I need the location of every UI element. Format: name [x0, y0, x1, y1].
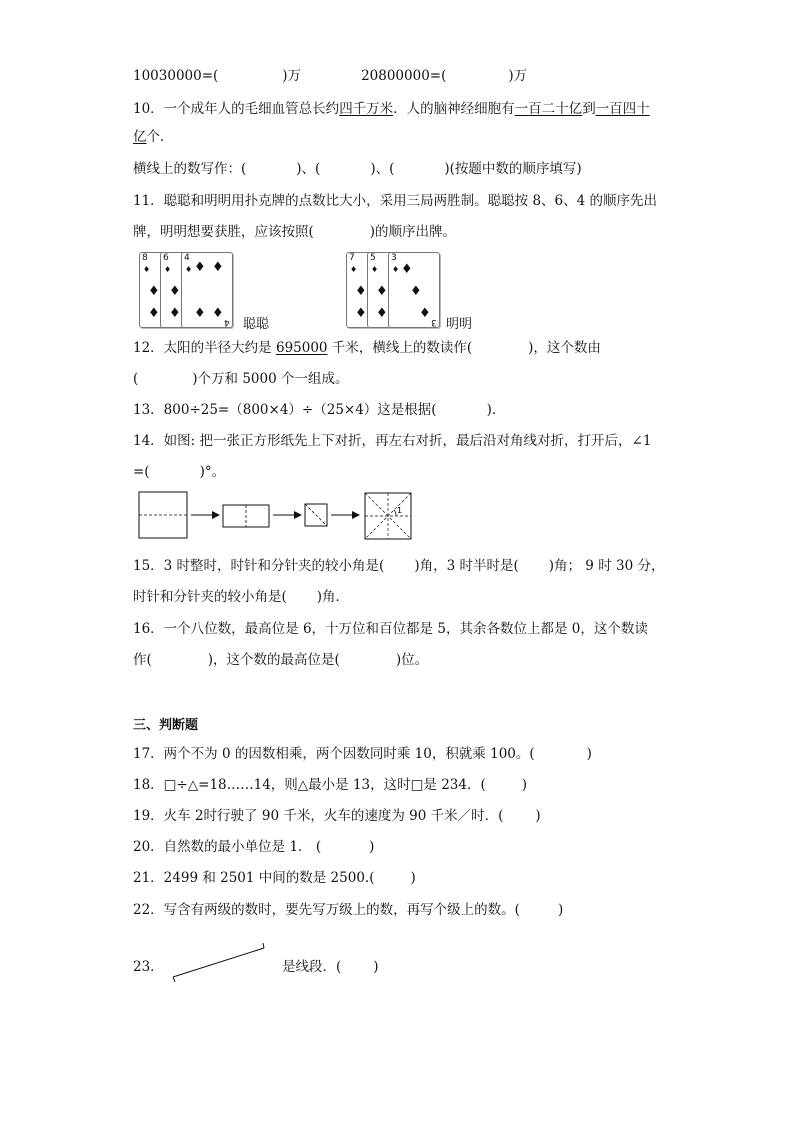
text: 牌，明明想要获胜，应该按照(	[133, 224, 314, 240]
card-rank: 8	[142, 253, 148, 263]
card-rank: 4	[224, 317, 230, 327]
diamond-icon: ♦	[401, 262, 413, 277]
q16-line1: 16．一个八位数，最高位是 6，十万位和百位都是 5，其余各数位上都是 0，这个数读	[133, 621, 648, 637]
unfolded-square	[365, 493, 411, 539]
text: 21．2499 和 2501 中间的数是 2500.(	[133, 870, 375, 886]
text: 10．一个成年人的毛细血管总长约	[133, 101, 340, 117]
q12-line2	[133, 370, 349, 388]
q9-line	[133, 67, 527, 85]
text: 18．□÷△=18……14，则△最小是 13，这时□是 234．(	[133, 777, 486, 793]
text: )，这个数的最高位是(	[207, 652, 340, 668]
section-title: 三、判断题	[133, 718, 199, 733]
text: )	[586, 746, 592, 762]
folded-half	[223, 505, 269, 527]
q10-line1	[133, 100, 650, 118]
text: )	[373, 959, 379, 975]
text: )，这个数由	[528, 340, 601, 356]
diamond-icon: ♦	[212, 306, 224, 321]
q15-line1	[133, 557, 664, 575]
q23-line	[282, 958, 379, 976]
text: 横线上的数写作：(	[133, 161, 247, 177]
diamond-icon: ♦	[350, 265, 358, 274]
square-paper	[139, 492, 187, 538]
q11-line1: 11．聪聪和明明用扑克牌的点数比大小，采用三局两胜制。聪聪按 8、6、4 的顺序先出	[133, 193, 658, 209]
card-rank: 7	[349, 253, 355, 263]
text: )角； 9 时 30 分，	[548, 558, 665, 574]
text: 到	[582, 101, 596, 117]
line-segment-figure	[168, 942, 272, 986]
q12-line1	[133, 339, 601, 357]
q13-line	[133, 401, 505, 419]
player-label-left: 聪聪	[243, 317, 270, 332]
text: 时针和分针夹的较小角是(	[133, 589, 287, 605]
diamond-icon: ♦	[185, 265, 193, 274]
text: )万	[508, 68, 528, 84]
text: 12．太阳的半径大约是	[133, 340, 276, 356]
text: )角，3 时半时是(	[414, 558, 519, 574]
diamond-icon: ♦	[169, 284, 181, 299]
text: (	[133, 371, 139, 387]
diamond-icon: ♦	[148, 306, 160, 321]
underlined-number: 695000	[275, 340, 328, 356]
text: 个．	[146, 129, 174, 145]
angle-label: 1	[397, 506, 403, 515]
diamond-icon: ♦	[355, 306, 367, 321]
text: 千米，横线上的数读作(	[327, 340, 473, 356]
card-rank: 3	[391, 253, 397, 263]
diamond-icon: ♦	[194, 306, 206, 321]
text: )	[557, 902, 564, 918]
text: )角．	[316, 589, 350, 605]
q18-line	[133, 776, 527, 794]
q20-line	[133, 838, 374, 856]
diamond-icon: ♦	[376, 306, 388, 321]
diamond-icon: ♦	[194, 260, 206, 275]
text: )万	[282, 68, 302, 84]
text: 15．3 时整时，时针和分针夹的较小角是(	[133, 558, 385, 574]
text: )	[369, 839, 375, 855]
diamond-icon: ♦	[371, 265, 379, 274]
text: 19．火车 2时行驶了 90 千米，火车的速度为 90 千米／时．(	[133, 808, 504, 824]
underlined-number: 亿	[133, 129, 147, 145]
card-rank: 4	[184, 253, 190, 263]
diamond-icon: ♦	[169, 306, 181, 321]
underlined-number: 一百四十	[595, 101, 650, 117]
text: )、(	[370, 161, 395, 177]
card-rank: 6	[163, 253, 169, 263]
diamond-icon: ♦	[148, 284, 160, 299]
q16-line2	[133, 651, 428, 669]
text: =(	[133, 464, 150, 480]
text: )	[535, 808, 541, 824]
diamond-icon: ♦	[143, 265, 151, 274]
diamond-icon: ♦	[376, 284, 388, 299]
diamond-icon: ♦	[212, 260, 224, 275]
underlined-number: 四千万米	[339, 101, 394, 117]
text: )	[410, 870, 416, 886]
text: 作(	[133, 652, 152, 668]
text: )(按题中数的顺序填写)	[444, 161, 582, 177]
text: 10030000=(	[133, 68, 219, 84]
text: ．人的脑神经细胞有	[393, 101, 515, 117]
diamond-icon: ♦	[392, 265, 400, 274]
diamond-icon: ♦	[419, 306, 431, 321]
text: 20．自然数的最小单位是 1． (	[133, 839, 322, 855]
underlined-number: 一百二十亿	[514, 101, 583, 117]
text: )	[521, 777, 528, 793]
text: )位。	[395, 652, 429, 668]
q14-line1: 14．如图: 把一张正方形纸先上下对折，再左右对折，最后沿对角线对折，打开后，∠1	[133, 433, 652, 449]
text: 17．两个不为 0 的因数相乘，两个因数同时乘 10，积就乘 100。(	[133, 746, 535, 762]
text: 20800000=(	[361, 68, 447, 84]
q19-line	[133, 807, 541, 825]
text: )的顺序出牌。	[369, 224, 457, 240]
q23-number: 23．	[133, 959, 164, 975]
q14-line2	[133, 463, 225, 481]
q10-line3	[133, 160, 582, 178]
text: 13．800÷25=（800×4）÷（25×4）这是根据(	[133, 402, 437, 418]
diamond-icon: ♦	[410, 284, 422, 299]
q11-line2	[133, 223, 456, 241]
card-rank: 3	[431, 317, 437, 327]
text: )°。	[199, 464, 226, 480]
q17-line	[133, 745, 592, 763]
text: 是线段．(	[282, 959, 342, 975]
card	[181, 252, 233, 328]
q21-line	[133, 869, 416, 887]
text: )．	[486, 402, 506, 418]
text: )个万和 5000 个一组成。	[192, 371, 349, 387]
q15-line2	[133, 588, 349, 606]
card-rank: 5	[370, 253, 376, 263]
text: )、(	[296, 161, 321, 177]
folded-quarter	[305, 504, 327, 526]
q10-line2	[133, 128, 174, 146]
q22-line	[133, 901, 563, 919]
diamond-icon: ♦	[164, 265, 172, 274]
card	[388, 252, 440, 328]
folding-diagram	[135, 490, 425, 542]
diamond-icon: ♦	[355, 284, 367, 299]
player-label-right: 明明	[446, 317, 473, 332]
text: 22．写含有两级的数时，要先写万级上的数，再写个级上的数。(	[133, 902, 520, 918]
